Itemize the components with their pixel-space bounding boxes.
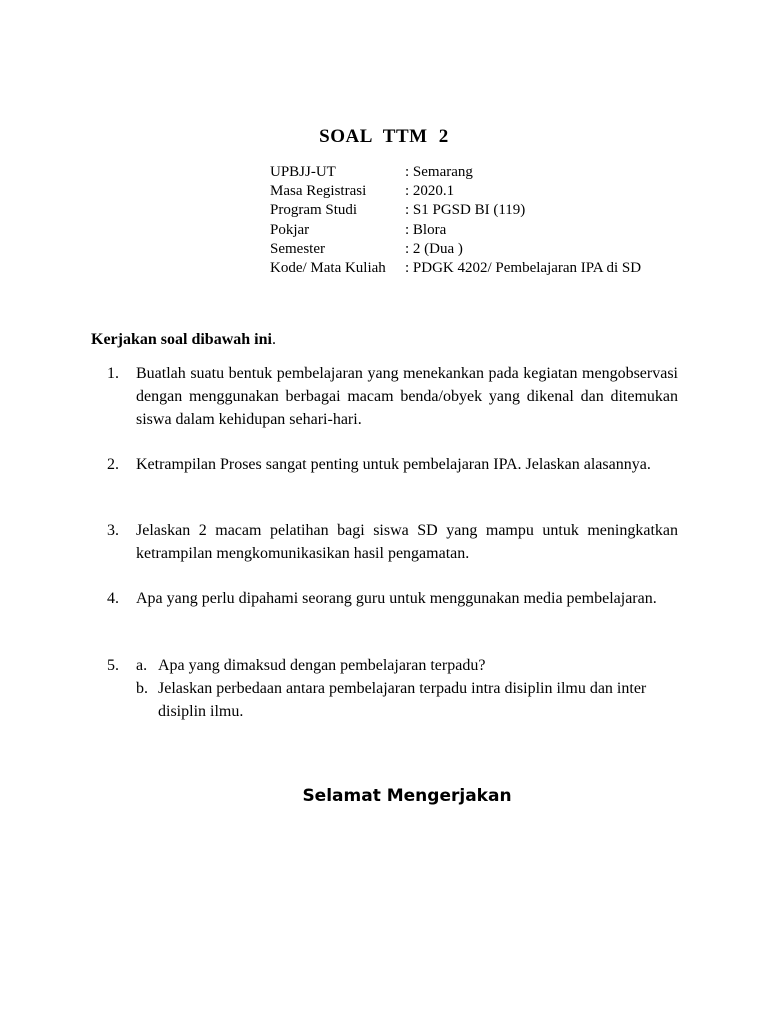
instruction-punct: . — [271, 331, 276, 348]
info-value: : S1 PGSD BI (119) — [405, 202, 526, 219]
info-label: Program Studi — [270, 202, 358, 219]
info-row-semester — [270, 240, 641, 259]
question-subitems — [136, 654, 678, 723]
info-value: : 2 (Dua ) — [405, 240, 463, 257]
info-label: Masa Registrasi — [270, 183, 367, 200]
question-4 — [107, 587, 678, 610]
sub-question-letter: b. — [136, 680, 148, 697]
course-info — [270, 163, 641, 278]
sub-question-text: Apa yang dimaksud dengan pembelajaran terpadu? — [158, 657, 486, 674]
question-number: 5. — [107, 657, 119, 674]
info-value: : PDGK 4202/ Pembelajaran IPA di SD — [405, 260, 642, 277]
page-title: SOAL TTM 2 — [319, 126, 449, 147]
question-text: Apa yang perlu dipahami seorang guru untuk menggunakan media pembelajaran. — [136, 590, 657, 607]
question-number: 3. — [107, 522, 119, 539]
question-text: Jelaskan 2 macam pelatihan bagi siswa SD yang mampu untuk meningkatkan ketrampilan mengkomunikasikan hasil pengamatan. — [136, 522, 678, 562]
question-number: 1. — [107, 365, 119, 382]
question-3 — [107, 519, 678, 565]
sub-question-a — [136, 654, 678, 677]
instruction-heading — [91, 331, 276, 349]
info-label: Kode/ Mata Kuliah — [270, 260, 386, 277]
closing-message: Selamat Mengerjakan — [302, 786, 512, 806]
question-text: Buatlah suatu bentuk pembelajaran yang menekankan pada kegiatan mengobservasi dengan menggunakan berbagai macam benda/obyek yang dikenal dan ditemukan siswa dalam kehidupan sehari-hari. — [136, 365, 678, 428]
info-value: : Blora — [405, 221, 447, 238]
sub-question-letter: a. — [136, 657, 148, 674]
info-row-pokjar — [270, 221, 641, 240]
info-value: : Semarang — [405, 164, 473, 180]
sub-question-text: Jelaskan perbedaan antara pembelajaran terpadu intra disiplin ilmu dan inter disiplin ilmu. — [158, 680, 647, 720]
question-number: 2. — [107, 456, 119, 473]
info-row-masa-registrasi — [270, 182, 641, 201]
info-row-program-studi — [270, 201, 641, 220]
sub-question-b — [136, 677, 678, 723]
instruction-text: Kerjakan soal dibawah ini — [91, 331, 272, 348]
info-label: Pokjar — [270, 221, 310, 238]
question-number: 4. — [107, 590, 119, 607]
info-value: : 2020.1 — [405, 183, 455, 200]
question-5 — [107, 654, 678, 723]
question-1 — [107, 362, 678, 431]
info-row-upbjj — [270, 163, 641, 182]
question-2 — [107, 453, 678, 476]
info-label: Semester — [270, 240, 325, 257]
info-label: UPBJJ-UT — [270, 164, 336, 180]
question-text: Ketrampilan Proses sangat penting untuk pembelajaran IPA. Jelaskan alasannya. — [136, 456, 651, 473]
info-row-mata-kuliah — [270, 259, 641, 278]
